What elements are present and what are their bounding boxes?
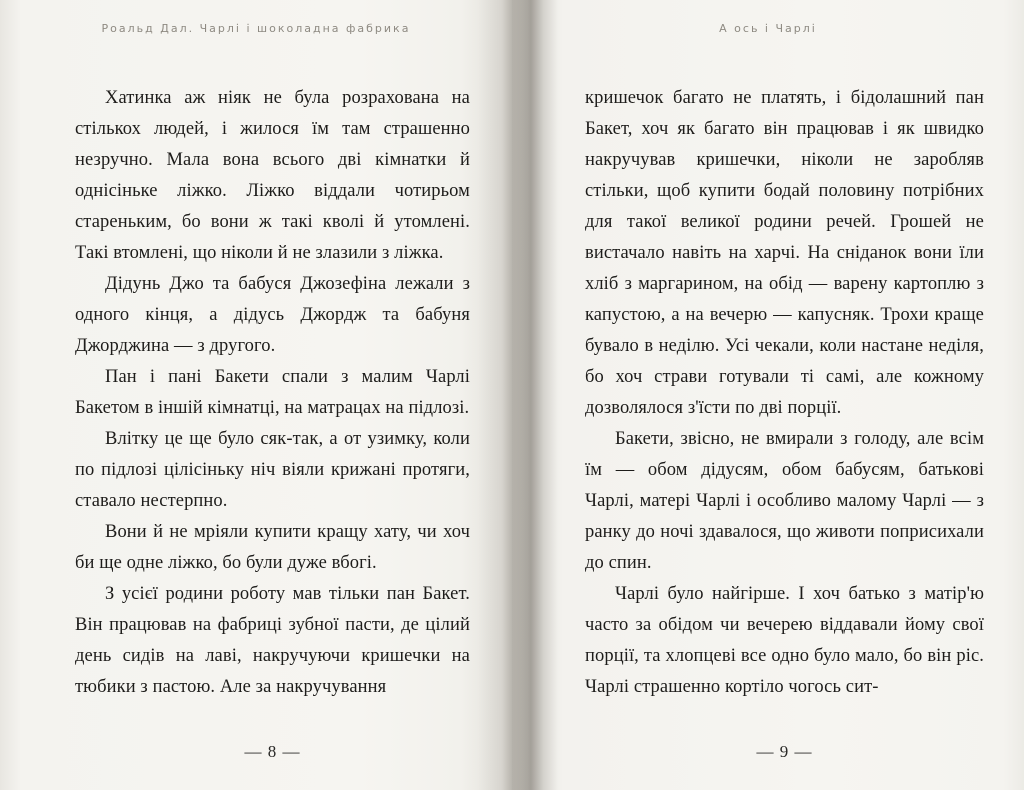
right-page-number: — 9 — <box>756 742 813 761</box>
paragraph: Хатинка аж ніяк не була розрахована на стількох людей, і жилося їм там страшенно незручно. Мала вона всього дві кімнатки й однісіньке ліжко. Ліжко віддали чотирьом стареньким, бо вони ж такі кволі й утомлені. Такі втомлені, що ніколи й не злазили з ліжка. <box>75 88 470 263</box>
paragraph: Чарлі було найгірше. І хоч батько з матір'ю часто за обідом чи вечерею віддавали йому свої порції, та хлопцеві все одно було мало, бо він ріс. Чарлі страшенно кортіло чогось сит- <box>585 584 984 697</box>
right-running-header: А ось і Чарлі <box>719 22 817 35</box>
paragraph: Влітку це ще було сяк-так, а от узимку, коли по підлозі цілісіньку ніч віяли крижані протяги, ставало нестерпно. <box>75 429 470 511</box>
paragraph: Пан і пані Бакети спали з малим Чарлі Бакетом в іншій кімнатці, на матрацах на підлозі. <box>75 367 470 418</box>
paragraph: Дідунь Джо та бабуся Джозефіна лежали з одного кінця, а дідусь Джордж та бабуня Джорджина — з другого. <box>75 274 470 356</box>
left-page-number: — 8 — <box>244 742 301 761</box>
paragraph: Бакети, звісно, не вмирали з голоду, але всім їм — обом дідусям, обом бабусям, батькові Чарлі, матері Чарлі і особливо малому Чарлі — з ранку до ночі здавалося, що животи поприсихали до спин. <box>585 429 984 573</box>
paragraph-continuation: кришечок багато не платять, і бідолашний пан Бакет, хоч як багато він працював і як швидко накручував кришечки, ніколи не заробляв стільки, щоб купити бодай половину потрібних для такої великої родини речей. Грошей не вистачало навіть на харчі. На сніданок вони їли хліб з маргарином, на обід — варену картоплю з капустою, а на вечерю — капусняк. Трохи краще бувало в неділю. Усі чекали, коли настане неділя, бо хоч страви готували ті самі, але кожному дозволялося з'їсти по дві порції. <box>585 88 984 418</box>
left-running-header: Роальд Дал. Чарлі і шоколадна фабрика <box>101 22 411 35</box>
page-right <box>512 0 1024 790</box>
right-text-block <box>512 83 1024 703</box>
left-text-block <box>0 83 512 703</box>
paragraph: З усієї родини роботу мав тільки пан Бакет. Він працював на фабриці зубної пасти, де цілий день сидів на лаві, накручуючи кришечки на тюбики з пастою. Але за накручування <box>75 584 470 697</box>
paragraph: Вони й не мріяли купити кращу хату, чи хоч би ще одне ліжко, бо були дуже вбогі. <box>75 522 470 573</box>
